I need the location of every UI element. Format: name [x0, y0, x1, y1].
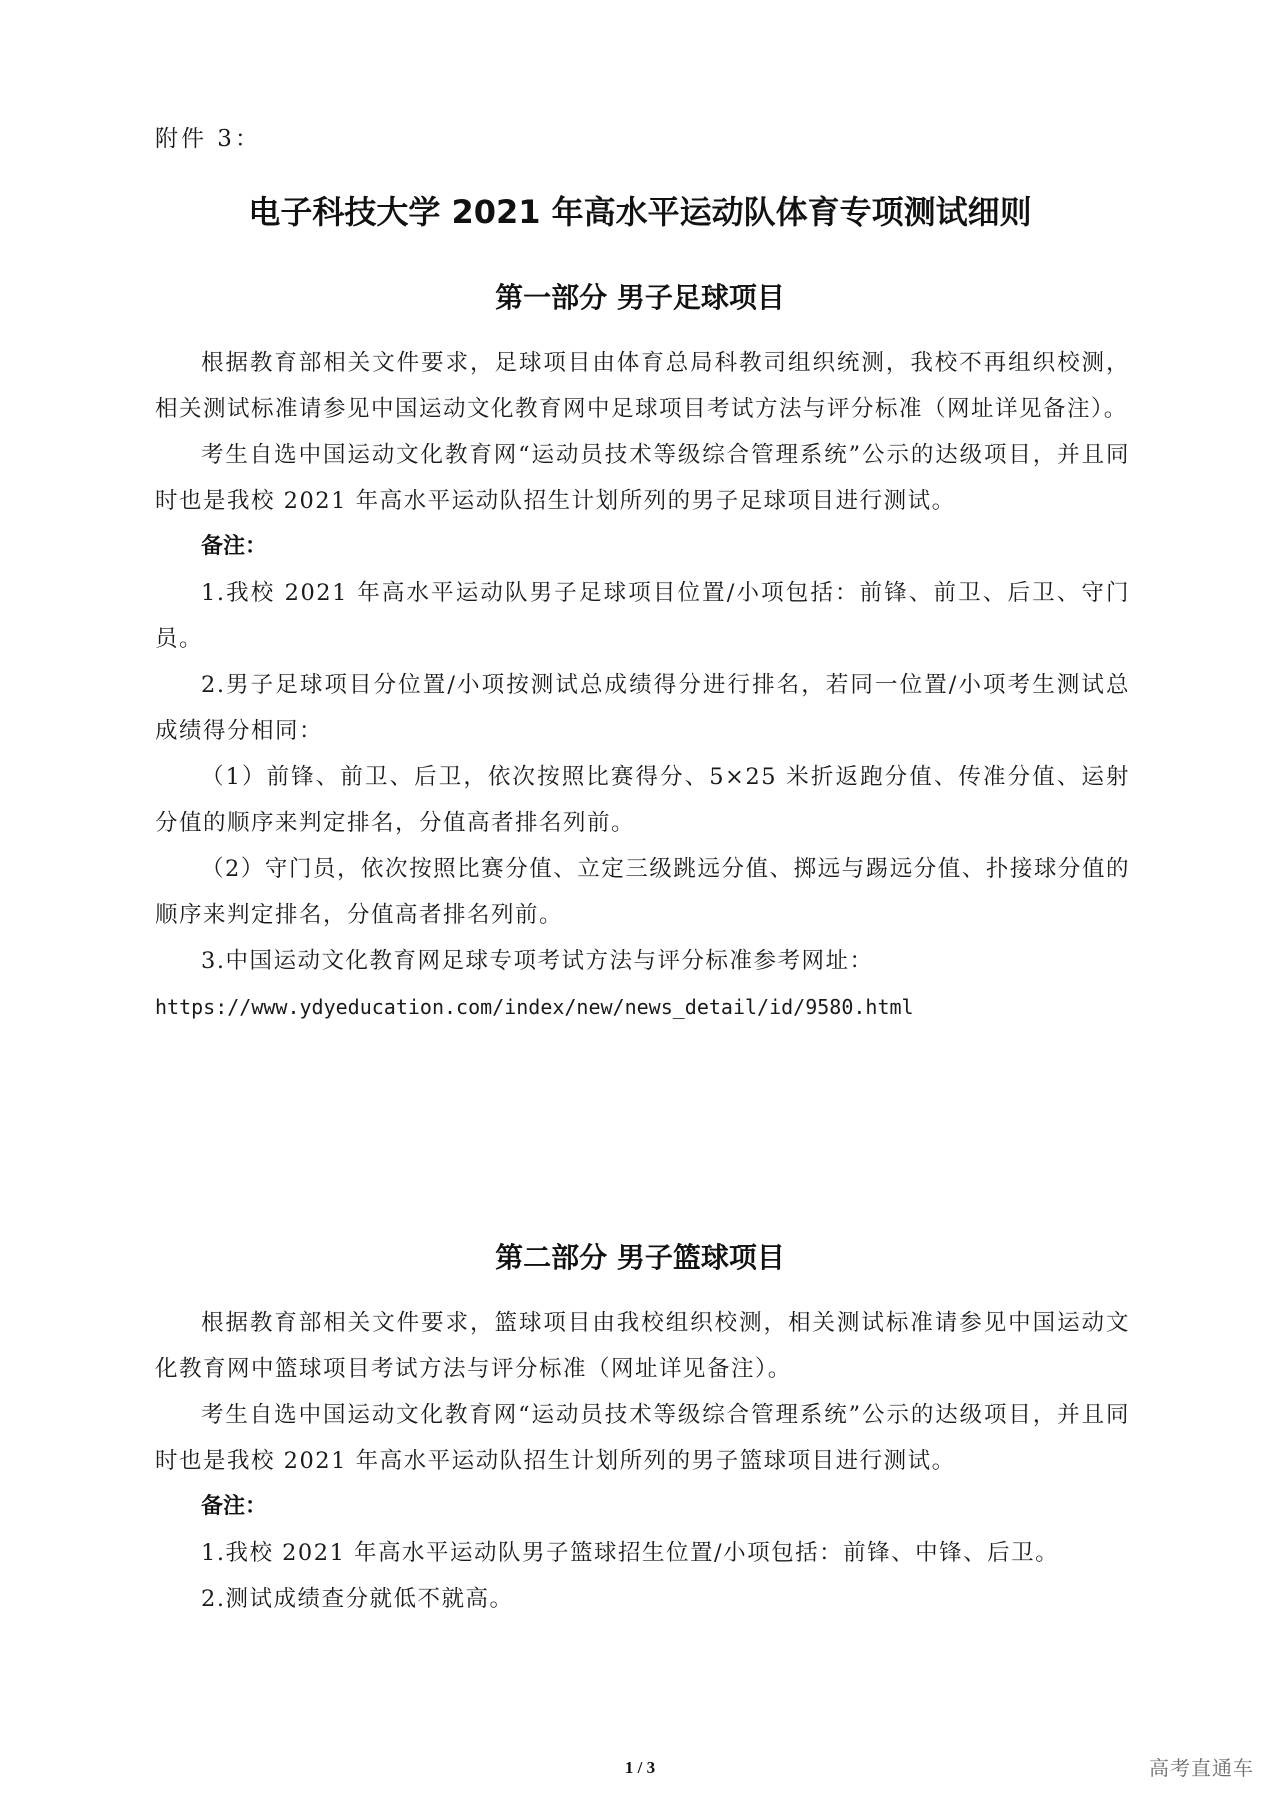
part2-paragraph: 根据教育部相关文件要求，篮球项目由我校组织校测，相关测试标准请参见中国运动文化教育网中篮球项目考试方法与评分标准（网址详见备注）。 — [155, 1310, 1130, 1382]
part1-section — [155, 340, 1130, 1030]
part2-note: 1.我校 2021 年高水平运动队男子篮球招生位置/小项包括：前锋、中锋、后卫。 — [201, 1540, 1060, 1566]
document-title: 电子科技大学 2021 年高水平运动队体育专项测试细则 — [248, 193, 1032, 231]
part1-note: 3.中国运动文化教育网足球专项考试方法与评分标准参考网址： — [201, 948, 874, 974]
part1-notes-label: 备注： — [201, 534, 268, 559]
attachment-label: 附件 3： — [155, 126, 261, 152]
part2-paragraph: 考生自选中国运动文化教育网“运动员技术等级综合管理系统”公示的达级项目，并且同时也是我校 2021 年高水平运动队招生计划所列的男子篮球项目进行测试。 — [155, 1402, 1130, 1474]
page-number: 1 / 3 — [624, 1758, 656, 1777]
part1-heading: 第一部分 男子足球项目 — [495, 281, 785, 314]
part2-heading: 第二部分 男子篮球项目 — [495, 1241, 785, 1274]
part2-notes-label: 备注： — [201, 1494, 268, 1519]
part2-section — [155, 1300, 1130, 1622]
part1-note: （2）守门员，依次按照比赛分值、立定三级跳远分值、掷远与踢远分值、扑接球分值的顺序来判定排名，分值高者排名列前。 — [155, 856, 1130, 928]
part1-paragraph: 考生自选中国运动文化教育网“运动员技术等级综合管理系统”公示的达级项目，并且同时也是我校 2021 年高水平运动队招生计划所列的男子足球项目进行测试。 — [155, 442, 1130, 514]
reference-url[interactable]: https://www.ydyeducation.com/index/new/news_detail/id/9580.html — [155, 995, 914, 1019]
part1-paragraph: 根据教育部相关文件要求，足球项目由体育总局科教司组织统测，我校不再组织校测，相关测试标准请参见中国运动文化教育网中足球项目考试方法与评分标准（网址详见备注）。 — [155, 350, 1130, 422]
part1-note: （1）前锋、前卫、后卫，依次按照比赛得分、5×25 米折返跑分值、传准分值、运射分值的顺序来判定排名，分值高者排名列前。 — [155, 764, 1130, 836]
part1-note: 2.男子足球项目分位置/小项按测试总成绩得分进行排名，若同一位置/小项考生测试总成绩得分相同： — [155, 672, 1130, 744]
part2-note: 2.测试成绩查分就低不就高。 — [201, 1586, 514, 1612]
part1-note: 1.我校 2021 年高水平运动队男子足球项目位置/小项包括：前锋、前卫、后卫、守门员。 — [155, 580, 1130, 652]
watermark-text: 高考直通车 — [1149, 1756, 1254, 1780]
